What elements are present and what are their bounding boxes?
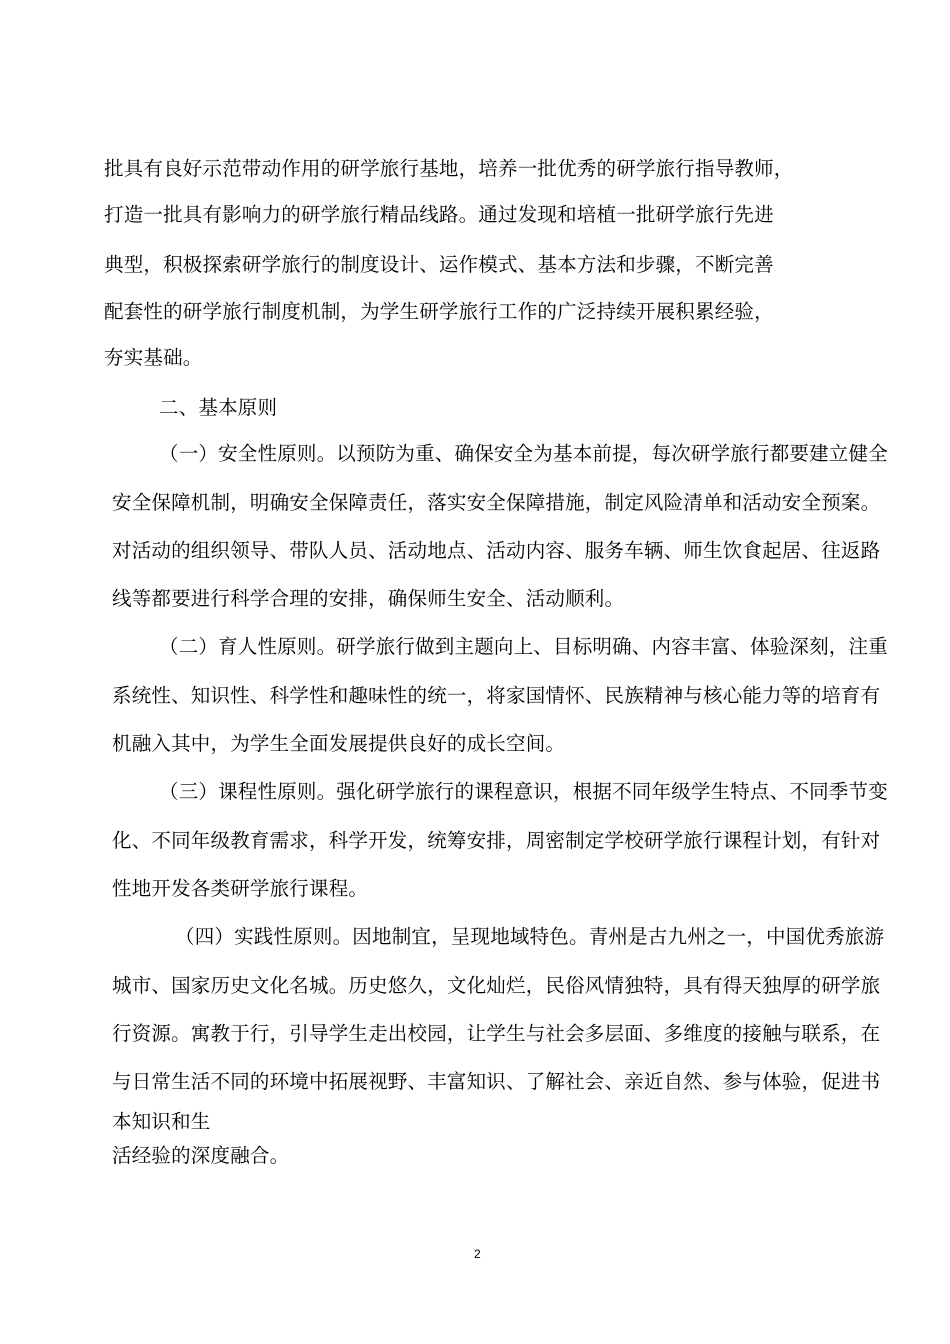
text-line: 打造一批具有影响力的研学旅行精品线路。通过发现和培植一批研学旅行先进: [104, 203, 774, 226]
text-line: 化、不同年级教育需求，科学开发，统筹安排，周密制定学校研学旅行课程计划，有针对: [112, 829, 881, 852]
text-line: （一）安全性原则。以预防为重、确保安全为基本前提，每次研学旅行都要建立健全: [159, 442, 888, 465]
text-line: 配套性的研学旅行制度机制，为学生研学旅行工作的广泛持续开展积累经验，: [104, 300, 774, 323]
text-line: （四）实践性原则。因地制宜，呈现地域特色。青州是古九州之一，中国优秀旅游: [175, 925, 885, 948]
text-line: 典型，积极探索研学旅行的制度设计、运作模式、基本方法和步骤，不断完善: [104, 253, 774, 276]
text-line: 与日常生活不同的环境中拓展视野、丰富知识、了解社会、亲近自然、参与体验，促进书: [112, 1070, 881, 1093]
text-line: 性地开发各类研学旅行课程。: [112, 877, 369, 900]
text-line: （三）课程性原则。强化研学旅行的课程意识，根据不同年级学生特点、不同季节变: [159, 780, 888, 803]
text-line: 城市、国家历史文化名城。历史悠久，文化灿烂，民俗风情独特，具有得天独厚的研学旅: [112, 974, 881, 997]
text-line: 夯实基础。: [104, 346, 203, 369]
text-line: 安全保障机制，明确安全保障责任，落实安全保障措施，制定风险清单和活动安全预案。: [112, 491, 881, 514]
text-line: 系统性、知识性、科学性和趣味性的统一，将家国情怀、民族精神与核心能力等的培育有: [112, 684, 881, 707]
text-line: 对活动的组织领导、带队人员、活动地点、活动内容、服务车辆、师生饮食起居、往返路: [112, 539, 881, 562]
section-heading: 二、基本原则: [159, 396, 278, 419]
text-line: 活经验的深度融合。: [112, 1144, 290, 1167]
text-line: 批具有良好示范带动作用的研学旅行基地，培养一批优秀的研学旅行指导教师，: [104, 157, 794, 180]
text-line: （二）育人性原则。研学旅行做到主题向上、目标明确、内容丰富、体验深刻，注重: [159, 635, 888, 658]
text-line: 机融入其中，为学生全面发展提供良好的成长空间。: [112, 732, 566, 755]
text-line: 本知识和生: [112, 1110, 211, 1133]
text-line: 行资源。寓教于行，引导学生走出校园，让学生与社会多层面、多维度的接触与联系，在: [112, 1022, 881, 1045]
page-number: 2: [474, 1247, 481, 1261]
text-line: 线等都要进行科学合理的安排，确保师生安全、活动顺利。: [112, 587, 625, 610]
